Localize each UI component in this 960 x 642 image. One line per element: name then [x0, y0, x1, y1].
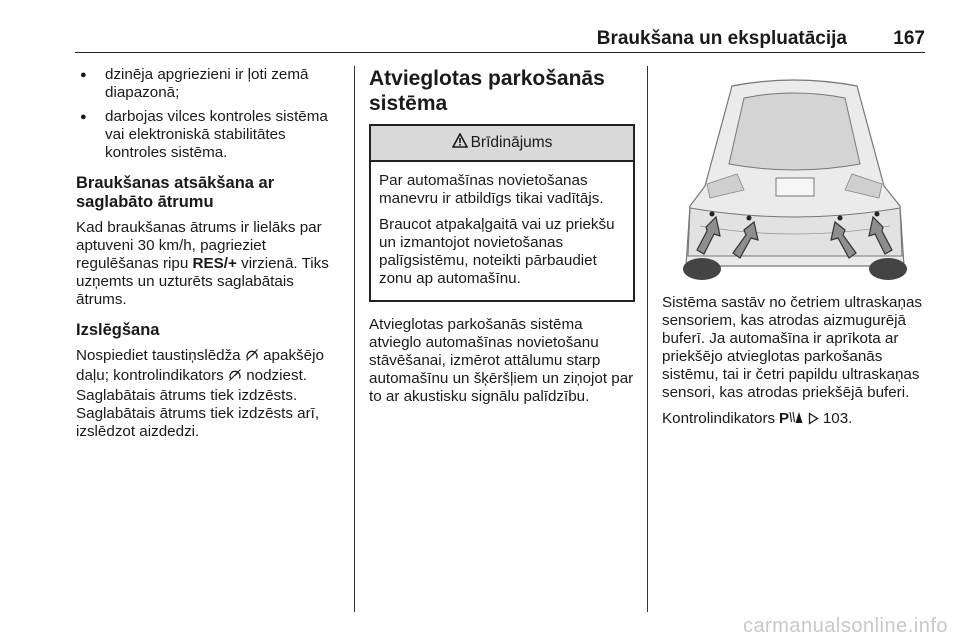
indicator-reference: Kontrolindikators P 103. — [662, 409, 927, 430]
list-item: ● dzinēja apgriezieni ir ļoti zemā diapazonā; — [76, 66, 344, 102]
list-item: ● darbojas vilces kontroles sistēma vai elektroniskā stabilitātes kontroles sistēma. — [76, 108, 344, 162]
column-middle — [369, 66, 635, 413]
svg-text:P: P — [779, 410, 790, 425]
warning-box — [369, 124, 635, 302]
section-paragraph: Atvieglotas parkošanās sistēma atvieglo automašīnas novietošanu stāvēšanai, izmērot attālumu starp automašīnu un šķēršļiem un ziņojot par to ar akustisku signālu palīdzību. — [369, 316, 634, 405]
column-divider-2 — [647, 66, 648, 612]
resume-paragraph: Kad braukšanas ātrums ir lielāks par aptuveni 30 km/h, pagrieziet regulēšanas ripu RES/+ virzienā. Tiks uzņemts un uzturēts saglabātais ātrums. — [76, 219, 329, 308]
watermark: carmanualsonline.info — [742, 615, 948, 637]
warning-body — [371, 162, 633, 300]
cruise-control-off-icon — [228, 368, 242, 387]
section-heading: Atvieglotas parkošanās sistēma — [369, 67, 605, 115]
warning-header — [371, 126, 633, 162]
page-number: 167 — [893, 28, 925, 49]
sensors-paragraph: Sistēma sastāv no četriem ultraskaņas sensoriem, kas atrodas aizmugurējā buferī. Ja automašīna ir aprīkota ar priekšējo atvieglotas parkošanās sistēmu, tai ir četri papildu ultraskaņas sensori, kas atrodas priekšējā buferi. — [662, 294, 922, 401]
warning-text: Braucot atpakaļgaitā vai uz priekšu un izmantojot novietošanas palīgsistēmu, noteikti pārbaudiet zonu ap automašīnu. — [379, 216, 615, 287]
res-button-label: RES/+ — [192, 255, 237, 272]
cruise-control-off-icon — [245, 348, 259, 367]
rear-bumper-sensors-illustration — [662, 66, 927, 284]
warning-triangle-icon — [452, 133, 471, 153]
page-reference-icon — [808, 412, 819, 430]
warning-title: Brīdinājums — [470, 134, 553, 151]
header-title: Braukšana un ekspluatācija — [596, 28, 847, 49]
warning-text: Par automašīnas novietošanas manevru ir atbildīgs tikai vadītājs. — [379, 172, 604, 207]
switch-off-paragraph: Nospiediet taustiņslēdža apakšējo daļu; kontrolindikators nodziest. Saglabātais ātrums tiek izdzēsts. Saglabātais ātrums tiek izdzēsts arī, izslēdzot aizdedzi. — [76, 347, 324, 440]
parking-assist-indicator-icon — [779, 409, 803, 430]
page-header — [75, 28, 925, 53]
condition-list — [76, 66, 344, 162]
column-right — [662, 66, 927, 437]
resume-heading: Braukšanas atsākšana ar saglabāto ātrumu — [76, 174, 275, 211]
switch-off-heading: Izslēgšana — [76, 321, 160, 339]
column-divider-1 — [354, 66, 355, 612]
column-left — [76, 66, 344, 448]
